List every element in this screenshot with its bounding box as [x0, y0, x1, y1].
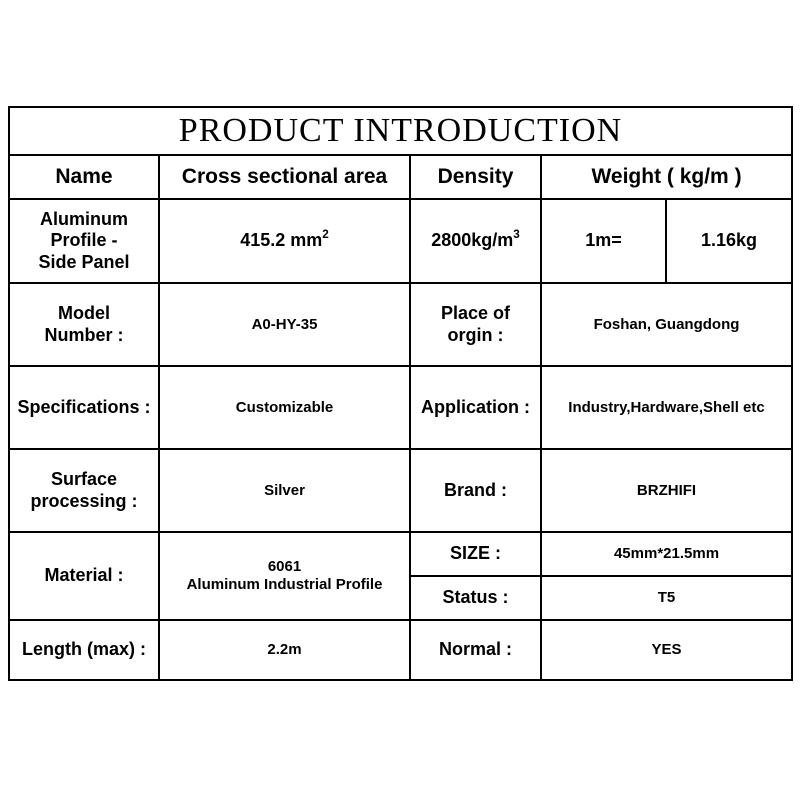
size-label: SIZE : — [410, 532, 541, 576]
length-value: 2.2m — [159, 620, 410, 680]
header-name: Name — [9, 155, 159, 199]
size-value: 45mm*21.5mm — [541, 532, 792, 576]
material-value-line1: 6061 — [267, 558, 302, 575]
status-label: Status : — [410, 576, 541, 620]
product-name-line2: Profile - — [50, 230, 118, 251]
density-unit-exponent: 3 — [513, 228, 520, 242]
product-name-cell — [9, 199, 159, 283]
material-value — [159, 532, 410, 620]
material-value-line2: Aluminum Industrial Profile — [186, 576, 383, 593]
model-value: A0-HY-35 — [159, 283, 410, 366]
weight-label: 1m= — [541, 199, 666, 283]
spec-table — [8, 106, 793, 681]
origin-label-line2: orgin : — [447, 324, 504, 345]
material-label: Material : — [9, 532, 159, 620]
spec-value: Customizable — [159, 366, 410, 449]
area-value-cell — [159, 199, 410, 283]
model-label-line2: Number : — [44, 324, 124, 345]
header-cross-section: Cross sectional area — [159, 155, 410, 199]
origin-label-line1: Place of — [440, 302, 511, 323]
model-label — [9, 283, 159, 366]
product-name-line3: Side Panel — [38, 251, 130, 272]
product-name-line1: Aluminum — [40, 208, 128, 229]
length-label: Length (max) : — [9, 620, 159, 680]
weight-value: 1.16kg — [666, 199, 792, 283]
area-value: 415.2 mm — [240, 230, 323, 251]
normal-label: Normal : — [410, 620, 541, 680]
brand-label: Brand : — [410, 449, 541, 532]
application-label: Application : — [410, 366, 541, 449]
product-spec-sheet — [8, 106, 791, 689]
origin-label — [410, 283, 541, 366]
density-value-cell — [410, 199, 541, 283]
origin-value: Foshan, Guangdong — [541, 283, 792, 366]
page-title: PRODUCT INTRODUCTION — [9, 107, 792, 155]
surface-label-line2: processing : — [30, 490, 138, 511]
surface-value: Silver — [159, 449, 410, 532]
application-value: Industry,Hardware,Shell etc — [541, 366, 792, 449]
header-density: Density — [410, 155, 541, 199]
spec-label: Specifications : — [9, 366, 159, 449]
surface-label-line1: Surface — [50, 468, 118, 489]
model-label-line1: Model — [58, 302, 110, 323]
header-weight: Weight ( kg/m ) — [541, 155, 792, 199]
density-value: 2800kg/m — [431, 230, 514, 251]
area-unit-exponent: 2 — [322, 228, 329, 242]
status-value: T5 — [541, 576, 792, 620]
surface-label — [9, 449, 159, 532]
normal-value: YES — [541, 620, 792, 680]
brand-value: BRZHIFI — [541, 449, 792, 532]
